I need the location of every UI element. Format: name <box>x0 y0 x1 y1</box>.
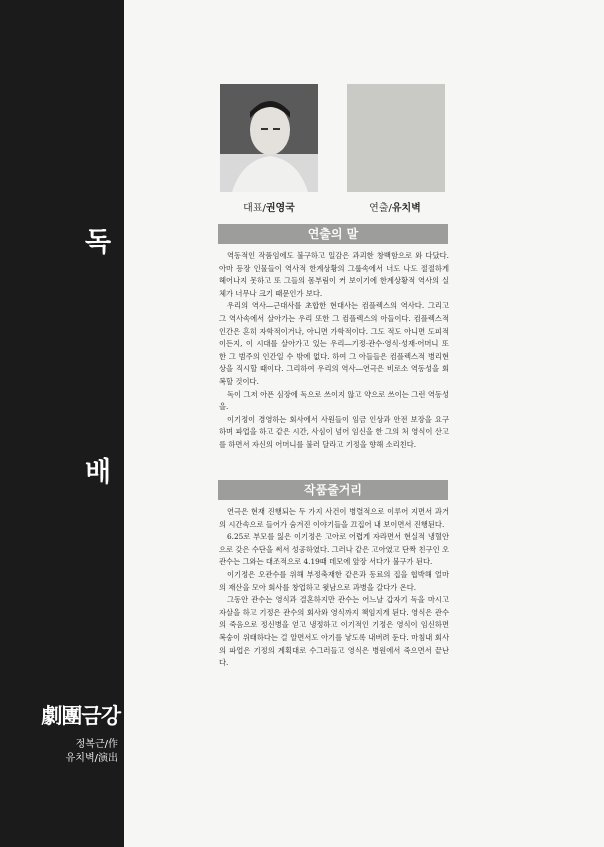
director-photo-placeholder <box>347 84 445 192</box>
representative-photo <box>220 84 318 192</box>
paragraph: 독이 그저 아픈 심장에 독으로 쓰이지 않고 약으로 쓰이는 그런 역동성을. <box>219 389 449 412</box>
representative-caption <box>219 199 319 214</box>
paragraph: 6.25로 부모를 잃은 이기정은 고아로 어렵게 자라면서 현실적 냉혈안으로 갖은 수단을 써서 성공하였다. 그러나 같은 고아였고 단짝 친구인 오관수는 그와는 대조적으로 4.19때 데모에 앞장 서다가 불구가 된다. <box>219 532 449 567</box>
paragraph: 연극은 현재 진행되는 두 가지 사건이 병렬적으로 이루어 지면서 과거의 시간속으로 들어가 숨겨진 이야기들을 끄집어 내 보이면서 진행된다. <box>219 507 449 529</box>
caption-role: 연출/ <box>369 203 392 214</box>
directors-note-text <box>219 250 449 452</box>
section-heading-directors-note: 연출의 말 <box>218 224 448 244</box>
paragraph: 이기정이 경영하는 회사에서 사원들이 임금 인상과 안전 보장을 요구하며 파업을 하고 같은 시간, 사심이 넘어 임신을 한 그의 처 영식이 산고를 하면서 자신의 어머니를 불러 달라고 기정을 향해 소리친다. <box>219 414 449 449</box>
troupe-logo: 劇團금강 <box>41 704 120 728</box>
director-credit: 유치벽/演出 <box>65 753 118 764</box>
caption-name: 권영국 <box>265 203 295 214</box>
synopsis-text <box>219 506 449 670</box>
caption-role: 대표/ <box>243 203 266 214</box>
paragraph: 역동적인 작품임에도 불구하고 일감은 과괴한 창백함으로 와 다닸다. 아마 등장 인물들이 역사적 한계상황의 그룹속에서 너도 나도 절절하게 헤어나지 못하고 또 그들의 몸부림이 커 보이기에 한계상황적 역사의 실체가 너무나 크기 때문인가 보다. <box>219 251 449 298</box>
black-spine <box>0 0 124 847</box>
title-char-2: 배 <box>85 457 112 488</box>
writer-credit: 정복근/作 <box>75 739 118 750</box>
paragraph: 우리의 역사―근대사를 초합한 현대사는 컴플렉스의 역사다. 그리고 그 역사속에서 살아가는 우리 또한 그 컴플렉스의 아들이다. 컴플렉스적 인간은 흔히 자학적이거나, 아니면 가학적이다. 그도 적도 아니면 도피적이든지, 이 시대를 살아가고 있는 우리―기정·관수·영식·성재·어머니 또한 그 범주의 인간일 수 밖에 없다. 하여 그 아들들은 컴플렉스적 병리현상을 직시할 때이다. 그리하여 우리의 역사―연극은 비로소 역동성을 회복할 것이다. <box>219 301 449 386</box>
paragraph: 그동안 관수는 영식과 결혼하지만 관수는 어느날 갑자기 독을 마시고 자살을 하고 기정은 관수의 회사와 영식까지 책임지게 된다. 영식은 관수의 죽음으로 정신병을 얻고 냉정하고 이기적인 기정은 영식이 임신하면 복숭이 위태하다는 걸 알면서도 아기를 낳도록 내버려 둔다. 마침내 회사의 파업은 기정의 계획대로 수그러들고 영식은 병원에서 죽으면서 끝난다. <box>219 595 449 668</box>
title-char-1: 독 <box>85 227 112 258</box>
paragraph: 이기정은 오관수를 위해 부정축재한 같은과 동료의 집을 협박해 얼마의 재산을 모아 회사를 창업하고 윗남으로 과병을 갈다가 온다. <box>219 569 449 592</box>
director-caption <box>345 199 445 214</box>
section-heading-synopsis: 작품줄거리 <box>218 480 448 500</box>
caption-name: 유치벽 <box>391 203 421 214</box>
